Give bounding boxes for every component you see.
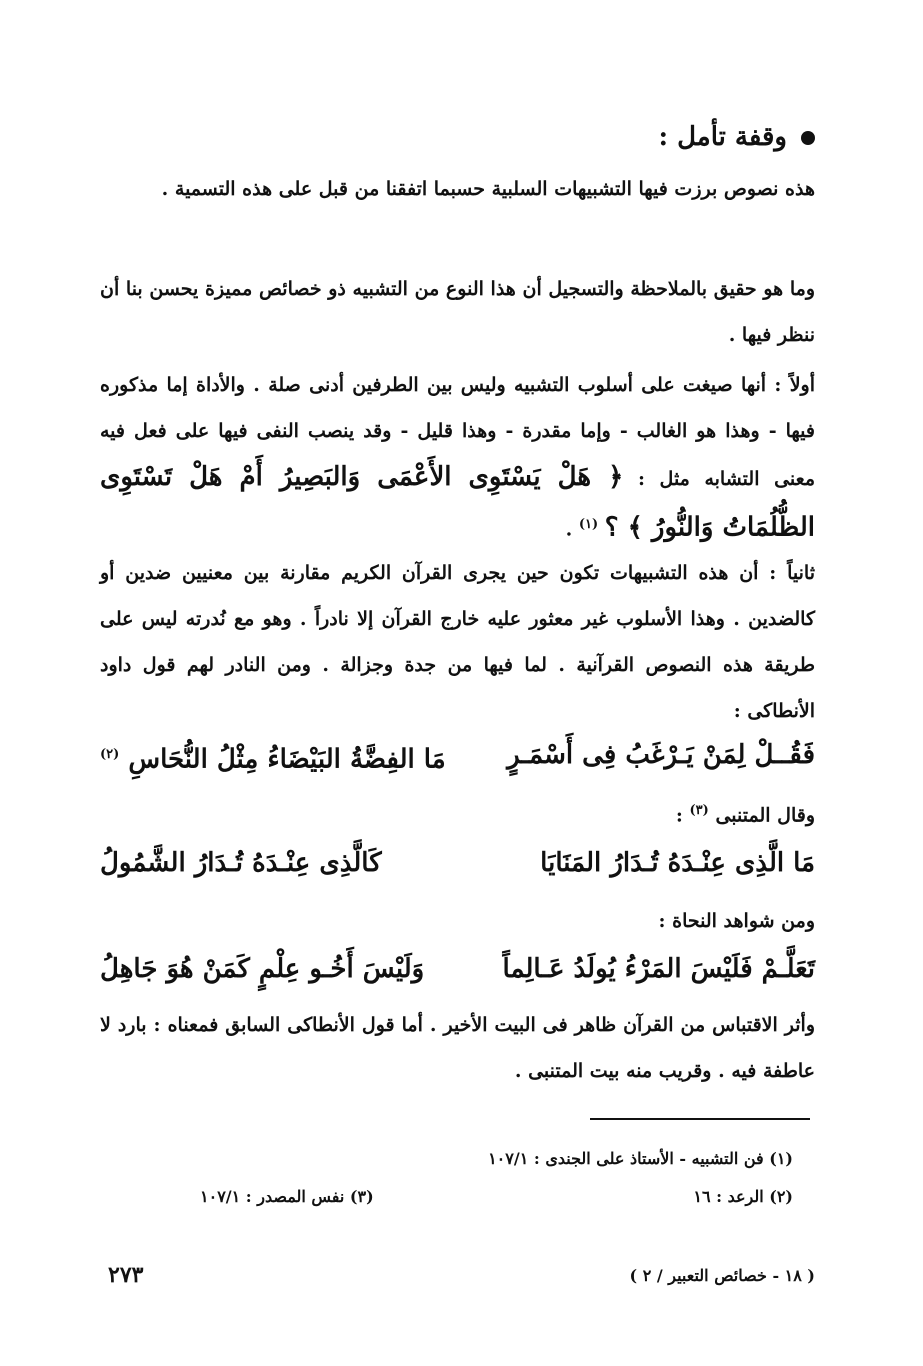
verse-line-3 — [100, 944, 815, 994]
section-heading — [658, 112, 815, 162]
paragraph-conclusion: وأثر الاقتباس من القرآن ظاهر فى البيت الأخير . أما قول الأنطاكى السابق فمعناه : بارد لا عاطفة فيه . وقريب منه بيت المتنبى . — [100, 1014, 815, 1082]
bullet-icon — [801, 131, 815, 145]
running-title: ( ١٨ - خصائص التعبير / ٢ ) — [629, 1265, 815, 1285]
heading-text: وقفة تأمل : — [658, 122, 787, 152]
paragraph-observation: وما هو حقيق بالملاحظة والتسجيل أن هذا النوع من التشبيه ذو خصائص مميزة يحسن بنا أن ننظر فيها . — [100, 278, 815, 346]
footnote-divider — [590, 1118, 810, 1120]
footnote-3: (٣) نفس المصدر : ١٠٧/١ — [200, 1187, 374, 1206]
verse-line-1 — [100, 730, 815, 785]
footnote-ref-2: (٢) — [100, 747, 120, 762]
footnote-row-2 — [200, 1182, 793, 1212]
paragraph-first-point: أولاً : أنها صيغت على أسلوب التشبيه وليس بين الطرفين أدنى صلة . والأداة إما مذكوره فيها - وهذا هو الغالب - وإما مقدرة - وهذا قليل - وقد ينصب النفى فيها على فعل فيه معنى التشابه مثل : ﴿ هَلْ يَسْتَوِى الأَعْمَى وَالبَصِيرُ أَمْ هَلْ تَسْتَوِى الظُّلُمَاتُ وَالنُّورُ ﴾ ؟ $^{(١)}$ . — [100, 374, 815, 543]
footnote-row-1 — [200, 1144, 793, 1174]
verse-2-hemistich-2: كَالَّذِى عِنْـدَهُ تُـدَارُ الشَّمُولُ — [100, 848, 382, 878]
footnote-ref-1: (١) — [578, 517, 599, 532]
quran-quote: ﴿ هَلْ يَسْتَوِى الأَعْمَى وَالبَصِيرُ أَمْ هَلْ تَسْتَوِى الظُّلُمَاتُ وَالنُّورُ ﴾ ؟ — [100, 462, 815, 543]
paragraph-grammarians-intro: ومن شواهد النحاة : — [658, 910, 815, 932]
verse-2-hemistich-1: مَا الَّذِى عِنْـدَهُ تُـدَارُ المَنَايَا — [540, 848, 815, 878]
footnote-1: (١) فن التشبيه - الأستاذ على الجندى : ١٠٧/١ — [488, 1149, 793, 1168]
mutanabbi-intro-text: وقال المتنبى — [715, 804, 815, 827]
verse-3-hemistich-2: وَلَيْسَ أَخُـو عِلْمٍ كَمَنْ هُوَ جَاهِلُ — [100, 954, 425, 984]
verse-line-2 — [100, 838, 815, 888]
first-point-text: أولاً : أنها صيغت على أسلوب التشبيه وليس بين الطرفين أدنى صلة . والأداة إما مذكوره فيها - وهذا هو الغالب - وإما مقدرة - وهذا قليل - وقد ينصب النفى فيها على فعل فيه معنى التشابه مثل : — [100, 374, 815, 490]
page-number: ٢٧٣ — [108, 1262, 144, 1288]
paragraph-mutanabbi-intro: وقال المتنبى $^{(٣)}$ : — [675, 803, 815, 827]
footnote-ref-3: (٣) — [689, 803, 709, 818]
verse-1-hemistich-1: فَقُــلْ لِمَنْ يَـرْغَبُ فِى أَسْمَـرٍ — [507, 740, 815, 770]
verse-1-hemistich-2: مَا الفِضَّةُ البَيْضَاءُ مِثْلُ النُّحَاسِ — [128, 744, 446, 775]
paragraph-second-point: ثانياً : أن هذه التشبيهات تكون حين يجرى القرآن الكريم مقارنة بين معنيين ضدين أو كالضدين . وهذا الأسلوب غير معثور عليه خارج القرآن إلا نادراً . وهو مع نُدرته ليس على طريقة هذه النصوص القرآنية . لما فيها من جدة وجزالة . ومن النادر لهم قول داود الأنطاكى : — [100, 562, 815, 722]
verse-3-hemistich-1: تَعَلَّـمْ فَلَيْسَ المَرْءُ يُولَدُ عَـالِماً — [502, 954, 815, 984]
page-footer — [108, 1262, 815, 1288]
paragraph-intro: هذه نصوص برزت فيها التشبيهات السلبية حسبما اتفقنا من قبل على هذه التسمية . — [161, 178, 815, 200]
footnote-2: (٢) الرعد : ١٦ — [693, 1187, 793, 1206]
